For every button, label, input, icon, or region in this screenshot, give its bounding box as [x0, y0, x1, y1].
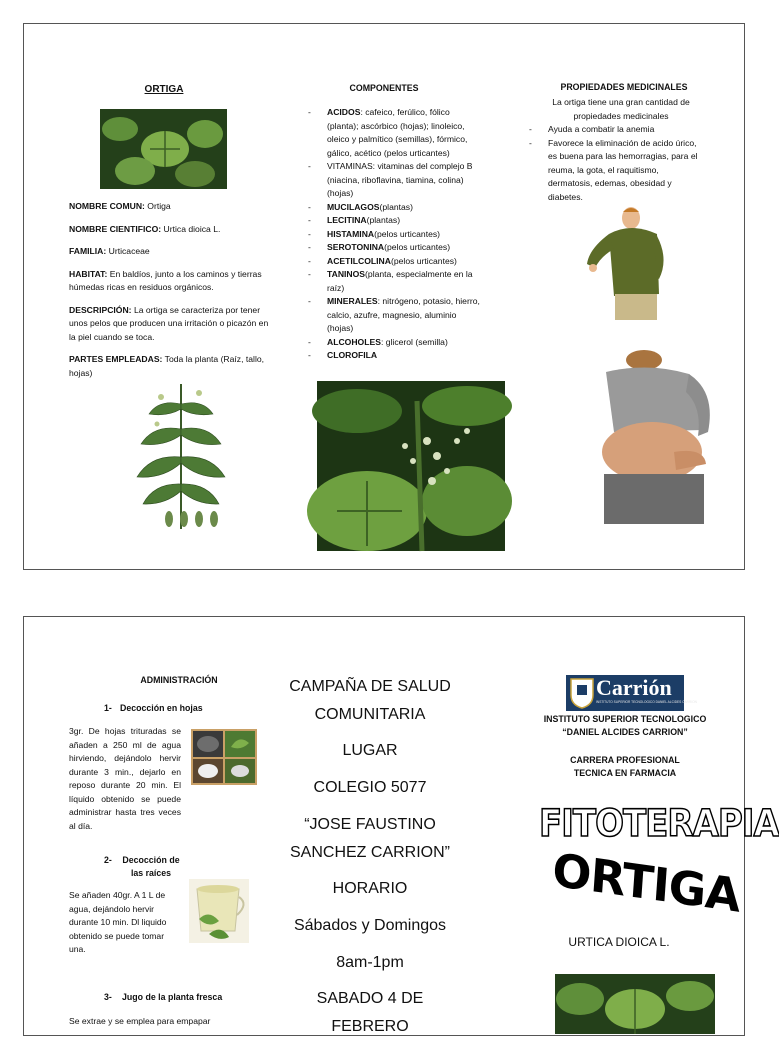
component-item: - TANINOS(planta, especialmente en la raíz)	[308, 268, 480, 295]
campaign-title-line2: COMUNITARIA	[314, 706, 426, 723]
property-item: - Favorece la eliminación de acido úrico, es buena para las hemorragias, para el reuma, la gota, el raquitismo, dermatosis, edemas, obesidad y diabetes.	[529, 137, 701, 205]
schedule-label: HORARIO	[332, 880, 408, 897]
property-item: - Ayuda a combatir la anemia	[529, 123, 701, 137]
component-item: - ALCOHOLES: glicerol (semilla)	[308, 336, 480, 350]
section1-heading: 1- Decocción en hojas	[104, 703, 203, 713]
nettle-photo-bottom	[555, 974, 715, 1034]
components-title: COMPONENTES	[349, 83, 419, 93]
institute-label: INSTITUTO SUPERIOR TECNOLOGICO “DANIEL ALCIDES CARRION”	[543, 714, 707, 737]
school-name-quote-line2: SANCHEZ CARRION”	[289, 844, 450, 861]
career-label: CARRERA PROFESIONAL TECNICA EN FARMACIA	[570, 755, 680, 778]
scientific-name: URTICA DIOICA L.	[568, 935, 670, 949]
section3-heading: 3- Jugo de la planta fresca	[104, 992, 223, 1002]
field-description: DESCRIPCIÓN: La ortiga se caracteriza por tener unos pelos que producen una irritación o picazón en la piel cuando se toca.	[69, 304, 269, 342]
brochure-outer-panel	[23, 23, 745, 570]
campaign-title-line1: CAMPAÑA DE SALUD	[289, 678, 451, 695]
ortiga-title: ORTIGA	[144, 84, 184, 95]
plant-facts	[69, 200, 269, 380]
school-name: COLEGIO 5077	[313, 779, 427, 796]
man-back-pain-illustration	[579, 204, 669, 324]
section2-heading: 2- Decocción de las raíces	[104, 855, 180, 878]
components-list	[308, 106, 480, 363]
component-item: - ACIDOS: cafeico, ferúlico, fólico (planta); ascórbico (hojas); linoleico, oleico y palmítico (semillas), fórmico, gálico, acético (pelos urticantes)	[308, 106, 480, 160]
field-parts-used: PARTES EMPLEADAS: Toda la planta (Raíz, tallo, hojas)	[69, 354, 265, 378]
nettle-photo-large	[317, 381, 505, 551]
school-name-quote-line1: “JOSE FAUSTINO	[304, 816, 436, 833]
field-family: FAMILIA: Urticaceae	[69, 246, 150, 256]
schedule-hours: 8am-1pm	[336, 954, 404, 971]
properties-intro: La ortiga tiene una gran cantidad de propiedades medicinales	[552, 97, 690, 121]
brochure-inner-panel	[23, 616, 779, 1036]
properties-list	[529, 123, 701, 204]
component-item: - LECITINA(plantas)	[308, 214, 480, 228]
wordart-fitoterapia: FITOTERAPIA	[539, 802, 779, 846]
tea-cup-photo	[189, 879, 249, 943]
properties-title: PROPIEDADES MEDICINALES	[560, 82, 688, 92]
logo-subtitle: INSTITUTO SUPERIOR TECNOLOGICO DANIEL ALCIDES CARRION	[596, 700, 697, 704]
schedule-days: Sábados y Domingos	[293, 917, 447, 934]
field-common-name: NOMBRE COMUN: Ortiga	[69, 201, 171, 211]
component-item: - MINERALES: nitrógeno, potasio, hierro, calcio, azufre, magnesio, aluminio (hojas)	[308, 295, 480, 336]
component-item: - CLOROFILA	[308, 349, 480, 363]
shield-icon	[569, 677, 595, 709]
component-item: - VITAMINAS: vitaminas del complejo B (niacina, riboflavina, tiamina, colina) (hojas)	[308, 160, 480, 201]
wordart-ortiga: ORTIGA	[550, 842, 742, 923]
administration-title: ADMINISTRACIÓN	[140, 675, 218, 685]
section3-text: Se extrae y se emplea para empapar	[69, 1016, 211, 1026]
component-item: - MUCILAGOS(plantas)	[308, 201, 480, 215]
component-item: - SEROTONINA(pelos urticantes)	[308, 241, 480, 255]
institute-logo	[566, 675, 697, 711]
nettle-photo-small	[100, 109, 227, 189]
component-item: - HISTAMINA(pelos urticantes)	[308, 228, 480, 242]
field-scientific-name: NOMBRE CIENTIFICO: Urtica dioica L.	[69, 223, 221, 234]
section1-text: 3gr. De hojas trituradas se añaden a 250 ml de agua hirviendo, dejándolo hervir durante 3 min., dejarlo en reposo durante 20 min. El líquido obtenido se puede administrar hasta tres veces al día.	[69, 726, 181, 831]
campaign-info	[280, 673, 460, 1041]
date-line1: SABADO 4 DE	[316, 990, 424, 1007]
component-item: - ACETILCOLINA(pelos urticantes)	[308, 255, 480, 269]
field-habitat: HABITAT: En baldíos, junto a los caminos y tierras húmedas ricas en residuos orgánicos.	[69, 268, 262, 292]
date-line2: FEBRERO	[331, 1018, 409, 1035]
tea-decoction-photo	[191, 729, 257, 785]
section2-text: Se añaden 40gr. A 1 L de agua, dejándolo hervir durante 10 min. Dl liquido obtenido se puede tomar una.	[69, 890, 167, 954]
logo-text: Carrión	[596, 675, 672, 700]
woman-waist-photo	[604, 352, 731, 524]
place-label: LUGAR	[342, 742, 398, 759]
nettle-botanical-illustration	[129, 379, 233, 539]
